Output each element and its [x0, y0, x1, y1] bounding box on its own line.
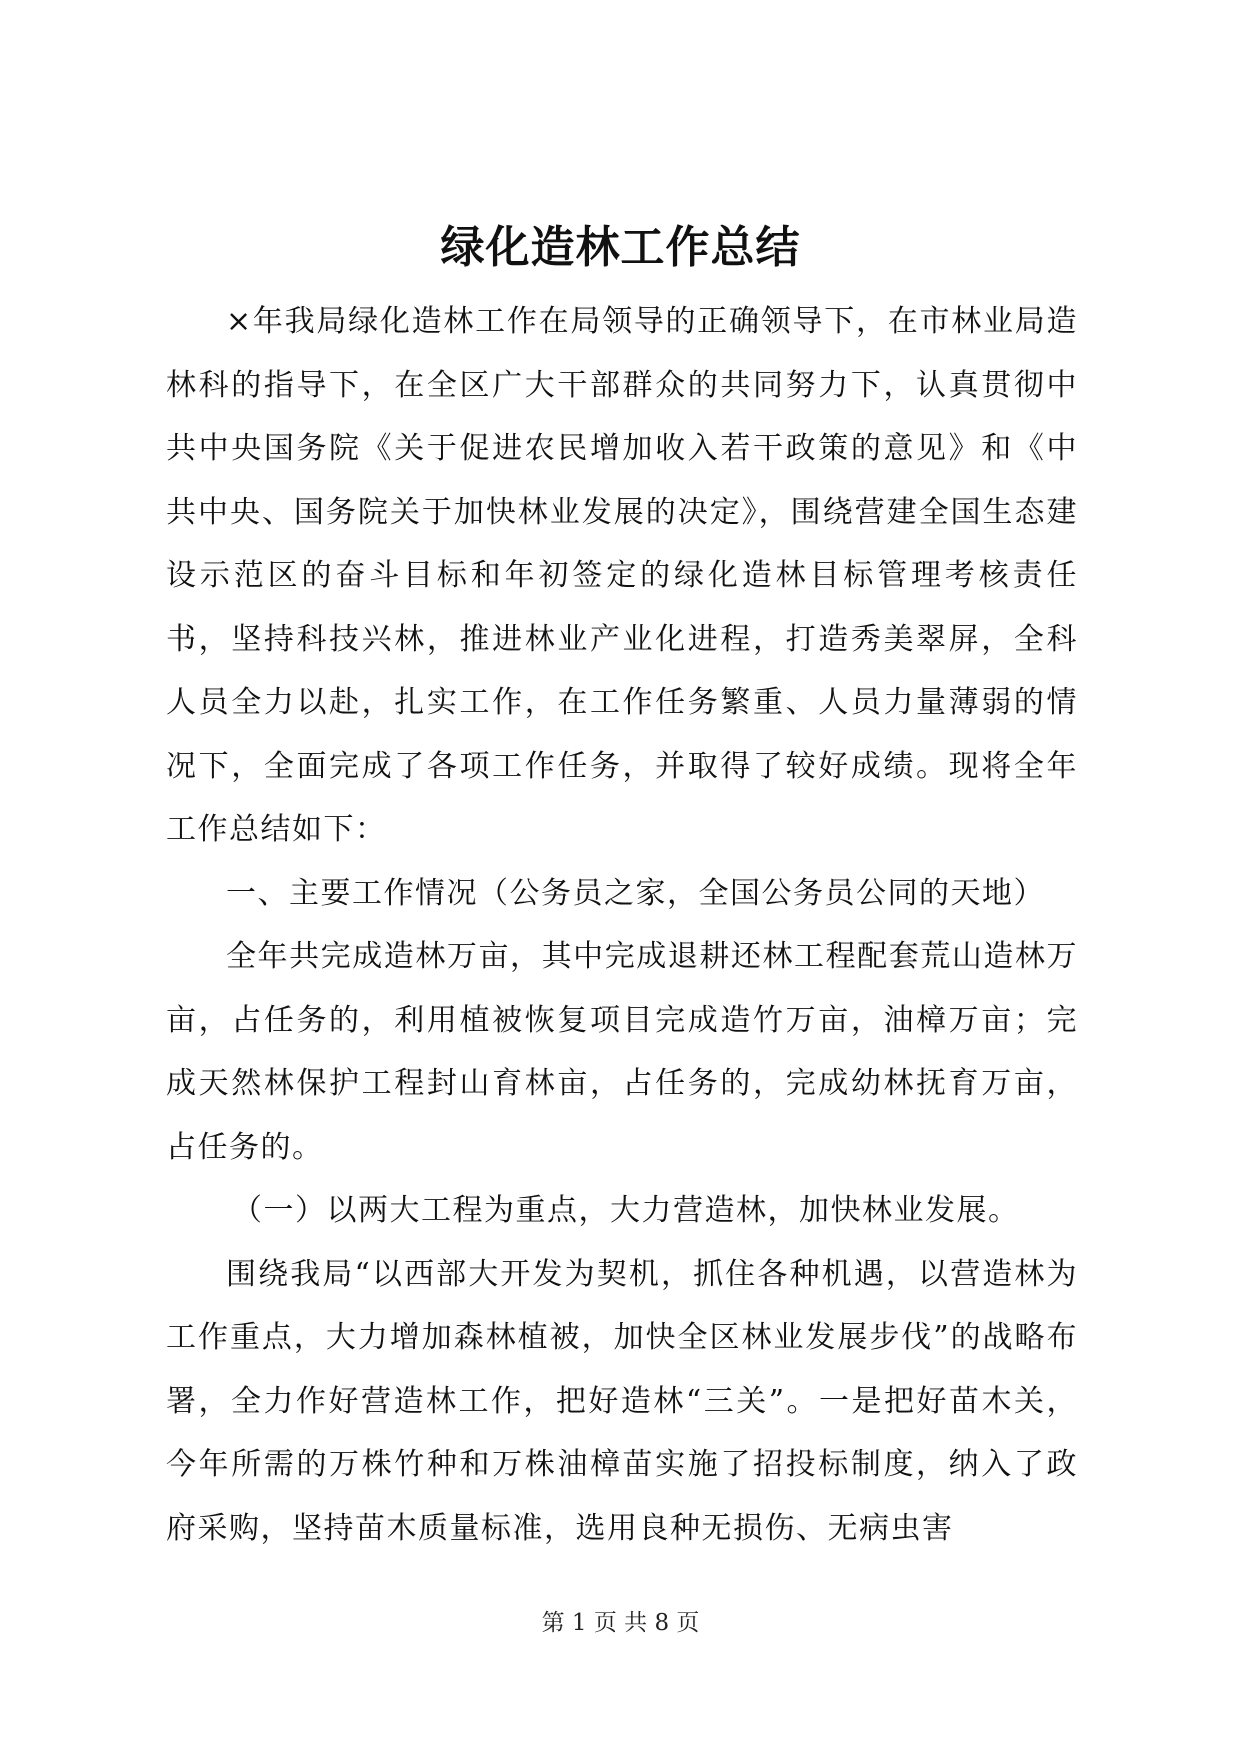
intro-paragraph: ×年我局绿化造林工作在局领导的正确领导下，在市林业局造林科的指导下，在全区广大干部群众的共同努力下，认真贯彻中共中央国务院《关于促进农民增加收入若干政策的意见》和《中共中央、国务院关于加快林业发展的决定》，围绕营建全国生态建设示范区的奋斗目标和年初签定的绿化造林目标管理考核责任书，坚持科技兴林，推进林业产业化进程，打造秀美翠屏，全科人员全力以赴，扎实工作，在工作任务繁重、人员力量薄弱的情况下，全面完成了各项工作任务，并取得了较好成绩。现将全年工作总结如下：	[166, 304, 1078, 847]
document-title: 绿化造林工作总结	[440, 222, 801, 273]
page-number-footer: 第 1 页 共 8 页	[541, 1610, 700, 1636]
document-body	[166, 290, 1078, 1560]
section-heading-main-work: 一、主要工作情况（公务员之家，全国公务员公同的天地）	[226, 875, 1045, 911]
subsection-heading-two-projects: （一）以两大工程为重点，大力营造林，加快林业发展。	[232, 1193, 1020, 1228]
strategy-paragraph: 围绕我局“以西部大开发为契机，抓住各种机遇，以营造林为工作重点，大力增加森林植被，加快全区林业发展步伐”的战略布署，全力作好营造林工作，把好造林“三关”。一是把好苗木关，今年所需的万株竹种和万株油樟苗实施了招投标制度，纳入了政府采购，坚持苗木质量标准，选用良种无损伤、无病虫害	[166, 1256, 1078, 1546]
summary-paragraph: 全年共完成造林万亩，其中完成退耕还林工程配套荒山造林万亩，占任务的，利用植被恢复项目完成造竹万亩，油樟万亩；完成天然林保护工程封山育林亩，占任务的，完成幼林抚育万亩，占任务的。	[166, 939, 1078, 1165]
